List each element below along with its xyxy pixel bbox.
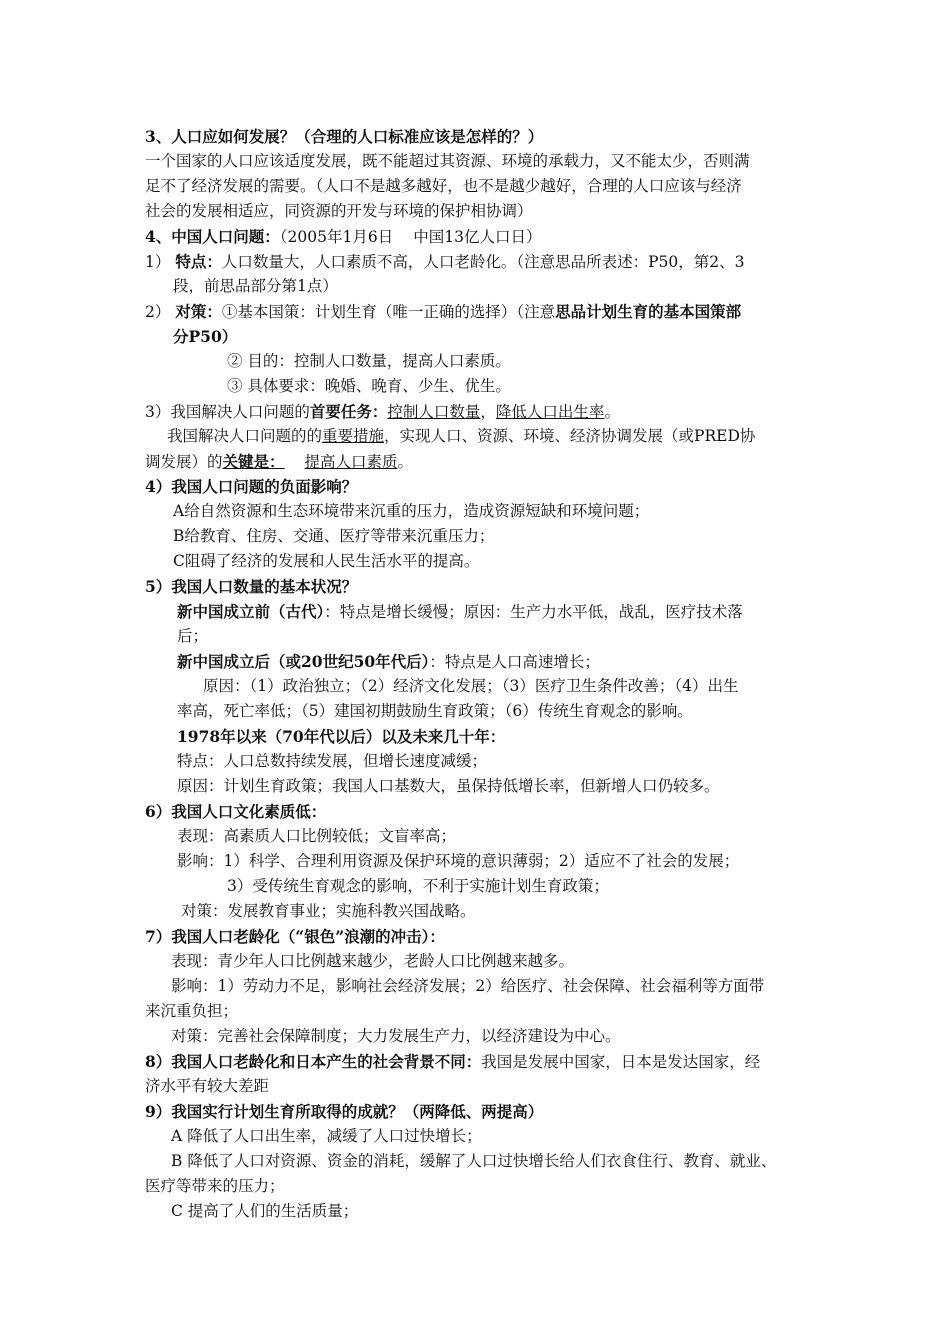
paragraph-line: 济水平有较大差距	[145, 1077, 270, 1095]
list-item: C 提高了人们的生活质量；	[171, 1202, 359, 1220]
paragraph-line: 新中国成立前（古代）：特点是增长缓慢；原因：生产力水平低，战乱，医疗技术落	[177, 602, 743, 621]
paragraph-line: 对策：发展教育事业；实施科教兴国战略。	[181, 902, 476, 920]
paragraph-line: 足不了经济发展的需要。（人口不是越多越好，也不是越少越好，合理的人口应该与经济	[145, 177, 742, 195]
list-item-continuation: 医疗等带来的压力；	[145, 1177, 285, 1195]
paragraph-line: 我国解决人口问题的的重要措施，实现人口、资源、环境、经济协调发展（或PRED协	[167, 427, 756, 445]
paragraph-line: 表现：青少年人口比例越来越少，老龄人口比例越来越多。	[171, 952, 575, 970]
list-item: 1） 特点：人口数量大，人口素质不高，人口老龄化。（注意思品所表述：P50，第2、3	[145, 252, 745, 271]
paragraph-line: 社会的发展相适应，同资源的开发与环境的保护相协调）	[145, 202, 533, 220]
heading-4-1: 4）我国人口问题的负面影响？	[145, 477, 358, 496]
list-item: B给教育、住房、交通、医疗等带来沉重压力；	[173, 527, 495, 545]
paragraph-line: 率高，死亡率低；（5）建国初期鼓励生育政策；（6）传统生育观念的影响。	[177, 702, 693, 720]
heading-5: 5）我国人口数量的基本状况？	[145, 577, 358, 596]
heading-6: 6）我国人口文化素质低：	[145, 802, 327, 821]
list-item-continuation: 分P50）	[173, 327, 238, 346]
sub-item: ③ 具体要求：晚婚、晚育、少生、优生。	[227, 377, 511, 395]
paragraph-line: 一个国家的人口应该适度发展，既不能超过其资源、环境的承载力，又不能太少，否则满	[145, 152, 750, 170]
paragraph-line: 影响：1）劳动力不足，影响社会经济发展；2）给医疗、社会保障、社会福利等方面带	[171, 977, 765, 995]
paragraph-line: 后；	[177, 627, 209, 645]
list-item: B 降低了人口对资源、资金的消耗，缓解了人口过快增长给人们衣食住行、教育、就业、	[171, 1152, 777, 1170]
paragraph-line: 影响：1）科学、合理利用资源及保护环境的意识薄弱；2）适应不了社会的发展；	[177, 852, 740, 870]
heading-9: 9）我国实行计划生育所取得的成就？（两降低、两提高）	[145, 1102, 544, 1121]
heading-8: 8）我国人口老龄化和日本产生的社会背景不同：我国是发展中国家，日本是发达国家，经	[145, 1052, 761, 1071]
paragraph-line: 原因：（1）政治独立；（2）经济文化发展；（3）医疗卫生条件改善；（4）出生	[203, 677, 739, 695]
paragraph-line: 特点：人口总数持续发展，但增长速度减缓；	[177, 752, 488, 770]
list-item: 2） 对策：①基本国策：计划生育（唯一正确的选择）（注意思品计划生育的基本国策部	[145, 302, 742, 321]
list-item: C阻碍了经济的发展和人民生活水平的提高。	[173, 552, 480, 570]
paragraph-line: 新中国成立后（或20世纪50年代后）：特点是人口高速增长；	[177, 652, 600, 671]
heading-7: 7）我国人口老龄化（“银色”浪潮的冲击）：	[145, 927, 445, 946]
heading-4: 4、中国人口问题：（2005年1月6日 中国13亿人口日）	[145, 227, 542, 246]
paragraph-line: 1978年以来（70年代以后）以及未来几十年：	[177, 727, 506, 746]
document-body	[145, 124, 825, 1224]
list-item: A 降低了人口出生率，减缓了人口过快增长；	[171, 1127, 482, 1145]
sub-item: ② 目的：控制人口数量，提高人口素质。	[227, 352, 511, 370]
paragraph-line: 3）受传统生育观念的影响，不利于实施计划生育政策；	[227, 877, 609, 895]
heading-3: 3、人口应如何发展？（合理的人口标准应该是怎样的？）	[145, 127, 544, 146]
paragraph-line: 对策：完善社会保障制度；大力发展生产力，以经济建设为中心。	[171, 1027, 621, 1045]
paragraph-line: 调发展）的关键是： 提高人口素质。	[145, 452, 414, 471]
list-item-continuation: 段，前思品部分第1点）	[173, 277, 338, 295]
paragraph-line: 表现：高素质人口比例较低；文盲率高；	[177, 827, 457, 845]
paragraph-line: 原因：计划生育政策；我国人口基数大，虽保持低增长率，但新增人口仍较多。	[177, 777, 720, 795]
list-item: A给自然资源和生态环境带来沉重的压力，造成资源短缺和环境问题；	[173, 502, 650, 520]
list-item: 3）我国解决人口问题的首要任务：控制人口数量，降低人口出生率。	[145, 402, 620, 421]
paragraph-line: 来沉重负担；	[145, 1002, 239, 1020]
